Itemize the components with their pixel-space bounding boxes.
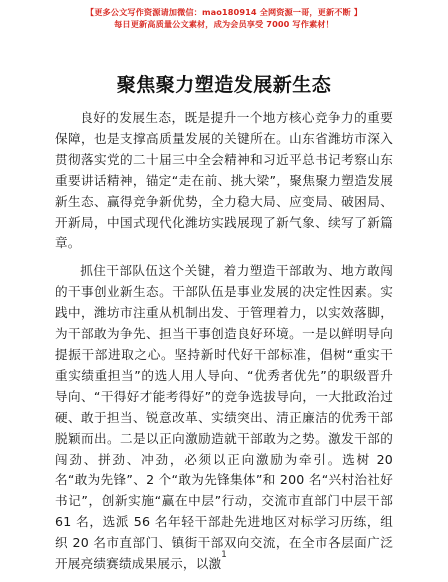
promo-banner-line-2: 每日更新高质量公文素材，成为会员享受 7000 写作素材！ [114, 19, 334, 29]
document-title: 聚焦聚力塑造发展新生态 [116, 74, 332, 96]
promo-banner-line-1: 【更多公文写作资源请加微信：mao180914 全网资源一哥，更新不断 】 [85, 7, 363, 17]
paragraph-intro: 良好的发展生态，既是提升一个地方核心竞争力的重要保障，也是支撑高质量发展的关键所在。山东省潍坊市深入贯彻落实党的二十届三中全会精神和习近平总书记考察山东重要讲话精神，锚定“走在前、挑大梁”，聚焦聚力塑造发展新生态、赢得竞争新优势，全力稳大局、应变局、破困局、开新局，中国式现代化潍坊实践展现了新气象、续写了新篇章。 [55, 110, 393, 251]
paragraph-cadre-team: 抓住干部队伍这个关键，着力塑造干部敢为、地方敢闯的干事创业新生态。干部队伍是事业发展的决定性因素。实践中，潍坊市注重从机制出发、于管理着力，以实效落脚，为干部敢为争先、担当干事创造良好环境。一是以鲜明导向提振干部进取之心。坚持新时代好干部标准，倡树“重实干重实绩重担当”的选人用人导向、“优秀者优先”的职级晋升导向、“干得好才能考得好”的竞争选拔导向，一大批政治过硬、敢于担当、锐意改革、实绩突出、清正廉洁的优秀干部脱颖而出。二是以正向激励造就干部敢为之势。激发干部的闯劲、拼劲、冲劲，必须以正向激励为牵引。选树 20 名“敢为先锋”、2 个“敢为先锋集体”和 200 名“兴村治社好书记”，创新实施“赢在中层”行动，交流市直部门中层干部 61 名，选派 56 名年轻干部赴先进地区对标学习历练，组织 20 名市直部门、镇街干部双向交流，在全市各层面广泛开展亮绩赛绩成果展示，以激 [55, 263, 393, 572]
document-body [55, 108, 393, 582]
promo-banner [0, 6, 448, 30]
page-number: 1 [221, 550, 227, 560]
